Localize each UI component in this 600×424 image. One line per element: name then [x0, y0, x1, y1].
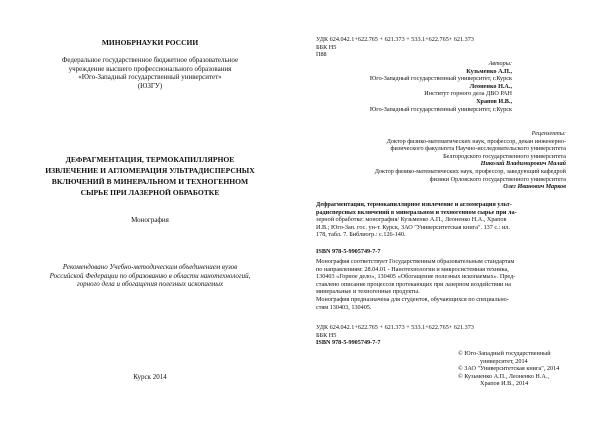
- abstract-line: по направлениям: 28.04.01 - Нанотехнологии и микросистемная техника,: [316, 265, 509, 273]
- catalog-codes-footer: [316, 324, 586, 347]
- citation-line: 178, табл. 7. Библиогр.: с.126-140.: [316, 231, 406, 239]
- citation-line: радисперсных включений в минеральном и техногенном сырье при ла-: [316, 208, 517, 216]
- abstract-line: Монография предназначена для студентов, обучающихся по специально-: [316, 295, 509, 303]
- imprint-page: [300, 0, 600, 424]
- recommendation-line: Российской Федерации по образованию в области нанотехнологий,: [49, 271, 251, 280]
- copyright-line: университет, 2014: [480, 357, 528, 365]
- bbk-code: ББК Н5: [316, 43, 337, 51]
- isbn: ISBN 978-5-9905749-7-7: [316, 248, 381, 255]
- title-line: ИЗВЛЕЧЕНИЕ И АГЛОМЕРАЦИЯ УЛЬТРАДИСПЕРСНЫХ: [45, 166, 255, 175]
- copyright-block: [458, 350, 598, 388]
- author-affiliation: Юго-Западный государственный университет, г.Курск: [369, 75, 512, 83]
- bibliographic-citation: [316, 201, 582, 239]
- institution-line: «Юго-Западный государственный университет»: [78, 73, 222, 82]
- citation-line: зерной обработке: монография/ Кузьменко А.П., Леоненко Н.А., Храпов: [316, 216, 507, 224]
- abstract-block: [316, 258, 582, 311]
- author-affiliation: Институт горного дела ДВО РАН: [424, 90, 512, 98]
- abstract-line: Монография соответствует Государственным образовательным стандартам: [316, 258, 515, 265]
- reviewer-name: Николай Владимирович Малай: [480, 160, 566, 168]
- author-name: Кузьменко А.П.,: [466, 67, 512, 75]
- abstract-line: стям 130403, 130405.: [316, 303, 372, 311]
- recommendation-line: горного дела и обогащения полезных ископаемых: [76, 280, 224, 289]
- reviewers-block: [304, 130, 566, 191]
- abstract-line: минеральные и техногенные продукты.: [316, 288, 420, 296]
- reviewer-line: Доктор физико-математических наук, профессор, заведующий кафедрой: [374, 167, 566, 175]
- reviewer-line: физики Орловского государственного университета: [429, 175, 566, 183]
- book-title: [0, 154, 300, 198]
- citation-line: И.В.; Юго-Зап. гос. ун-т. Курск, ЗАО "Университетская книга". 137 с.: ил.: [316, 223, 510, 231]
- reviewer-line: физического факультета Научно-исследовательского университета: [390, 145, 566, 153]
- author-affiliation: Юго-Западный государственный университет, г.Курск: [369, 105, 512, 113]
- title-line: СЫРЬЕ ПРИ ЛАЗЕРНОЙ ОБРАБОТКЕ: [80, 188, 220, 197]
- author-code: П88: [316, 51, 327, 59]
- reviewer-line: Доктор физико-математических наук, профессор, декан инженерно-: [386, 137, 566, 145]
- authors-label: Авторы:: [488, 60, 512, 67]
- author-name: Леоненко Н.А.,: [469, 82, 512, 90]
- catalog-codes: [316, 36, 586, 59]
- ministry-heading: МИНОБРНАУКИ РОССИИ: [101, 38, 199, 47]
- copyright-line: © Кузьменко А.П., Леоненко Н.А.,: [458, 372, 549, 380]
- reviewers-label: Рецензенты:: [531, 130, 566, 137]
- isbn: ISBN 978-5-9905749-7-7: [316, 339, 381, 347]
- copyright-line: Храпов И.В., 2014: [480, 380, 529, 388]
- recommendation-line: Рекомендовано Учебно-методическим объединением вузов: [62, 263, 238, 271]
- institution-block: [0, 56, 300, 90]
- institution-line: Федеральное государственное бюджетное образовательное: [61, 56, 239, 64]
- author-name: Храпов И.В.,: [476, 97, 512, 105]
- abstract-line: 130403 «Горное дело», 130405 «Обогащение полезных ископаемых». Пред-: [316, 273, 516, 281]
- reviewer-name: Олег Иванович Марков: [503, 183, 566, 191]
- title-line: ДЕФРАГМЕНТАЦИЯ, ТЕРМОКАПИЛЛЯРНОЕ: [65, 155, 235, 164]
- copyright-line: © Юго-Западный государственный: [458, 350, 551, 357]
- institution-line: (ЮЗГУ): [137, 81, 163, 90]
- title-line: ВКЛЮЧЕНИЙ В МИНЕРАЛЬНОМ И ТЕХНОГЕННОМ: [51, 177, 249, 186]
- citation-line: Дефрагментация, термокапиллярное извлечение и агломерация ульт-: [316, 201, 512, 208]
- udk-code: УДК 624.042.1+622.765 + 621.373 + 533.1+622.765+ 621.373: [316, 324, 474, 331]
- udk-code: УДК 624.042.1+622.765 + 621.373 + 533.1+622.765+ 621.373: [316, 36, 474, 43]
- bbk-code: ББК Н5: [316, 331, 337, 339]
- abstract-line: ставлено описание процессов протекающих при лазерном воздействии на: [316, 280, 511, 288]
- authors-block: [302, 60, 512, 113]
- reviewer-line: Белгородского государственного университета: [443, 152, 566, 160]
- city-year: Курск 2014: [133, 373, 167, 381]
- copyright-line: © ЗАО "Университетская книга", 2014: [458, 365, 560, 373]
- recommendation-block: [0, 263, 300, 289]
- institution-line: учреждение высшего профессионального образования: [68, 64, 232, 73]
- document-type: Монография: [131, 216, 169, 224]
